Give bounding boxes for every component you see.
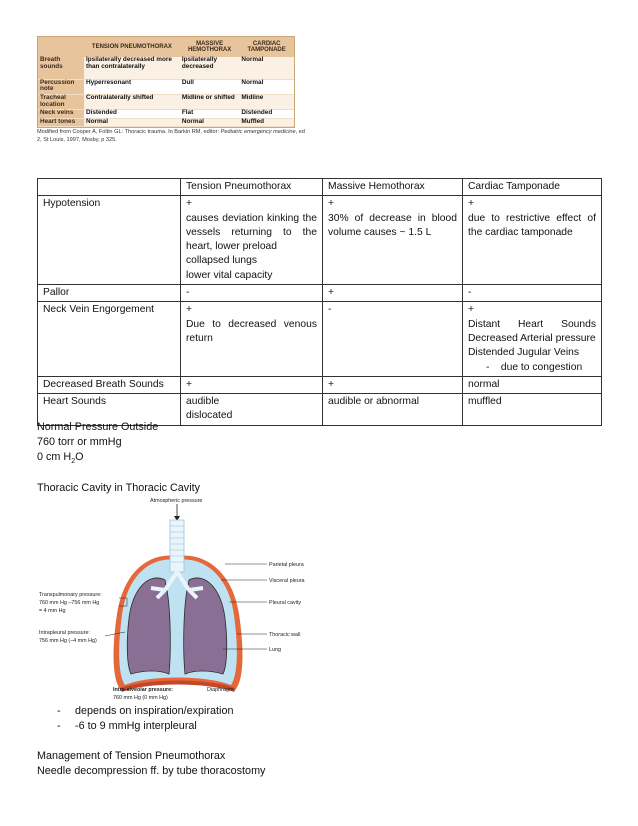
label-transpulmonary-value: 760 mm Hg –756 mm Hg [39, 600, 100, 606]
sign: + [328, 198, 335, 210]
sign: + [468, 198, 475, 210]
ref-cell: Normal [180, 118, 239, 126]
label-pleural-cavity: Pleural cavity [269, 600, 302, 606]
cell-tension: + [181, 376, 323, 393]
table-row-neck-vein [38, 302, 602, 376]
ref-row [38, 57, 294, 79]
cell-text: causes deviation kinking the vessels returning to the heart, lower preload [186, 212, 317, 253]
ref-cell: Contralaterally shifted [84, 94, 180, 109]
label-intra-alveolar-value: 760 mm Hg (0 mm Hg) [113, 695, 168, 701]
cell-hemothorax: audible or abnormal [323, 394, 463, 426]
list-item [57, 719, 233, 734]
ref-cell: Flat [180, 110, 239, 118]
ref-row-label: Tracheal location [38, 94, 84, 109]
caption-text-end: , ed 2, St Louis, 1997, Mosby, p 325. [37, 129, 305, 143]
ref-cell: Distended [239, 110, 294, 118]
cell-text: - due to congestion [486, 361, 583, 373]
label-lung: Lung [269, 647, 281, 653]
ref-cell: Distended [84, 110, 180, 118]
reference-table-image [37, 36, 295, 128]
table-row-hypotension [38, 196, 602, 285]
cell-tamponade [463, 302, 602, 376]
thoracic-cavity-title: Thoracic Cavity in Thoracic Cavity [37, 482, 201, 494]
cell-text: 30% of decrease in blood volume causes ~ 1.5 L [328, 212, 457, 238]
table-header-row [38, 179, 602, 196]
cell-hemothorax [323, 196, 463, 285]
ref-row [38, 79, 294, 94]
cell-text: lower vital capacity [186, 269, 273, 281]
cell-tension [181, 394, 323, 426]
ref-cell: Normal [239, 57, 294, 79]
label-atmospheric: Atmospheric pressure [150, 498, 203, 504]
header-blank [38, 179, 181, 196]
row-label: Hypotension [38, 196, 181, 285]
trachea [170, 520, 184, 572]
row-label: Decreased Breath Sounds [38, 376, 181, 393]
cell-text: Distant Heart Sounds [468, 318, 596, 330]
bullet-marker: - [57, 720, 61, 732]
ref-cell: Ipsilaterally decreased more than contralaterally [84, 57, 180, 79]
bullet-marker: - [57, 705, 61, 717]
row-label: Neck Vein Engorgement [38, 302, 181, 376]
ref-cell: Hyperresonant [84, 79, 180, 94]
cell-tension [181, 196, 323, 285]
cell-tamponade: - [463, 285, 602, 302]
ref-row [38, 94, 294, 109]
cell-text: Due to decreased venous return [186, 318, 317, 344]
label-diaphragm: Diaphragm [207, 687, 234, 693]
list-item [57, 704, 233, 719]
ref-row-label: Breath sounds [38, 57, 84, 79]
row-label: Pallor [38, 285, 181, 302]
ref-row [38, 118, 294, 126]
caption-text: Modified from Cooper A, Foltin GL: Thoracic trauma. In Barkin RM, editor: [37, 129, 221, 135]
table-row-pallor [38, 285, 602, 302]
ref-row [38, 110, 294, 118]
header-hemothorax: Massive Hemothorax [323, 179, 463, 196]
label-visceral-pleura: Visceral pleura [269, 578, 305, 584]
cell-text: due to restrictive effect of the cardiac tamponade [468, 212, 596, 238]
cell-text: collapsed lungs [186, 255, 257, 267]
cell-tension [181, 302, 323, 376]
cell-tamponade: muffled [463, 394, 602, 426]
normal-pressure-block [37, 420, 158, 469]
cell-tamponade: normal [463, 376, 602, 393]
label-transpulmonary-result: = 4 mm Hg [39, 608, 66, 614]
header-tension: Tension Pneumothorax [181, 179, 323, 196]
ref-cell: Midline or shifted [180, 94, 239, 109]
ref-header-hemothorax: MASSIVE HEMOTHORAX [180, 37, 239, 57]
sign: + [468, 304, 475, 316]
management-title: Management of Tension Pneumothorax [37, 750, 226, 762]
row-label: Heart Sounds [38, 394, 181, 426]
ref-cell: Normal [239, 79, 294, 94]
bullet-list [57, 704, 233, 734]
label-transpulmonary: Transpulmonary pressure: [39, 592, 102, 598]
ref-header-blank [38, 37, 84, 57]
cell-text: Distended Jugular Veins [468, 347, 580, 359]
thoracic-cavity-diagram [37, 494, 327, 706]
ref-row-label: Neck veins [38, 110, 84, 118]
label-intrapleural: Intrapleural pressure: [39, 630, 90, 636]
ref-row-label: Percussion note [38, 79, 84, 94]
cell-tension: - [181, 285, 323, 302]
ref-cell: Ipsilaterally decreased [180, 57, 239, 79]
caption-book-title: Pediatric emergency medicine [220, 129, 296, 135]
ref-cell: Dull [180, 79, 239, 94]
normal-pressure-cmh2o [37, 450, 158, 469]
lung-pressure-illustration [37, 494, 327, 706]
reference-caption [37, 129, 307, 144]
ref-cell: Muffled [239, 118, 294, 126]
table-row-breath [38, 376, 602, 393]
ref-row-label: Heart tones [38, 118, 84, 126]
ref-header-tamponade: CARDIAC TAMPONADE [239, 37, 294, 57]
sign: + [186, 198, 193, 210]
comparison-table [37, 178, 602, 426]
subscript: 2 [71, 458, 76, 466]
ref-cell: Normal [84, 118, 180, 126]
cell-text: Decreased Arterial pressure [468, 332, 596, 344]
list-item-text: depends on inspiration/expiration [75, 705, 234, 717]
label-intra-alveolar: Intra-alveolar pressure: [113, 687, 173, 693]
cell-tamponade [463, 196, 602, 285]
cell-hemothorax: + [323, 376, 463, 393]
ref-header-tension: TENSION PNEUMOTHORAX [84, 37, 180, 57]
ref-cell: Midline [239, 94, 294, 109]
cell-text: audible [186, 396, 220, 408]
label-parietal-pleura: Parietal pleura [269, 562, 304, 568]
normal-pressure-torr: 760 torr or mmHg [37, 436, 122, 448]
cell-hemothorax: + [323, 285, 463, 302]
text: O [75, 451, 84, 463]
management-block [37, 749, 265, 779]
header-tamponade: Cardiac Tamponade [463, 179, 602, 196]
management-text: Needle decompression ff. by tube thoracostomy [37, 765, 266, 777]
label-thoracic-wall: Thoracic wall [269, 632, 301, 638]
cell-text: dislocated [186, 410, 233, 422]
label-intrapleural-value: 756 mm Hg (–4 mm Hg) [39, 638, 97, 644]
cell-hemothorax: - [323, 302, 463, 376]
sign: + [186, 304, 193, 316]
text: 0 cm H [37, 451, 72, 463]
normal-pressure-title: Normal Pressure Outside [37, 421, 159, 433]
list-item-text: -6 to 9 mmHg interpleural [75, 720, 197, 732]
